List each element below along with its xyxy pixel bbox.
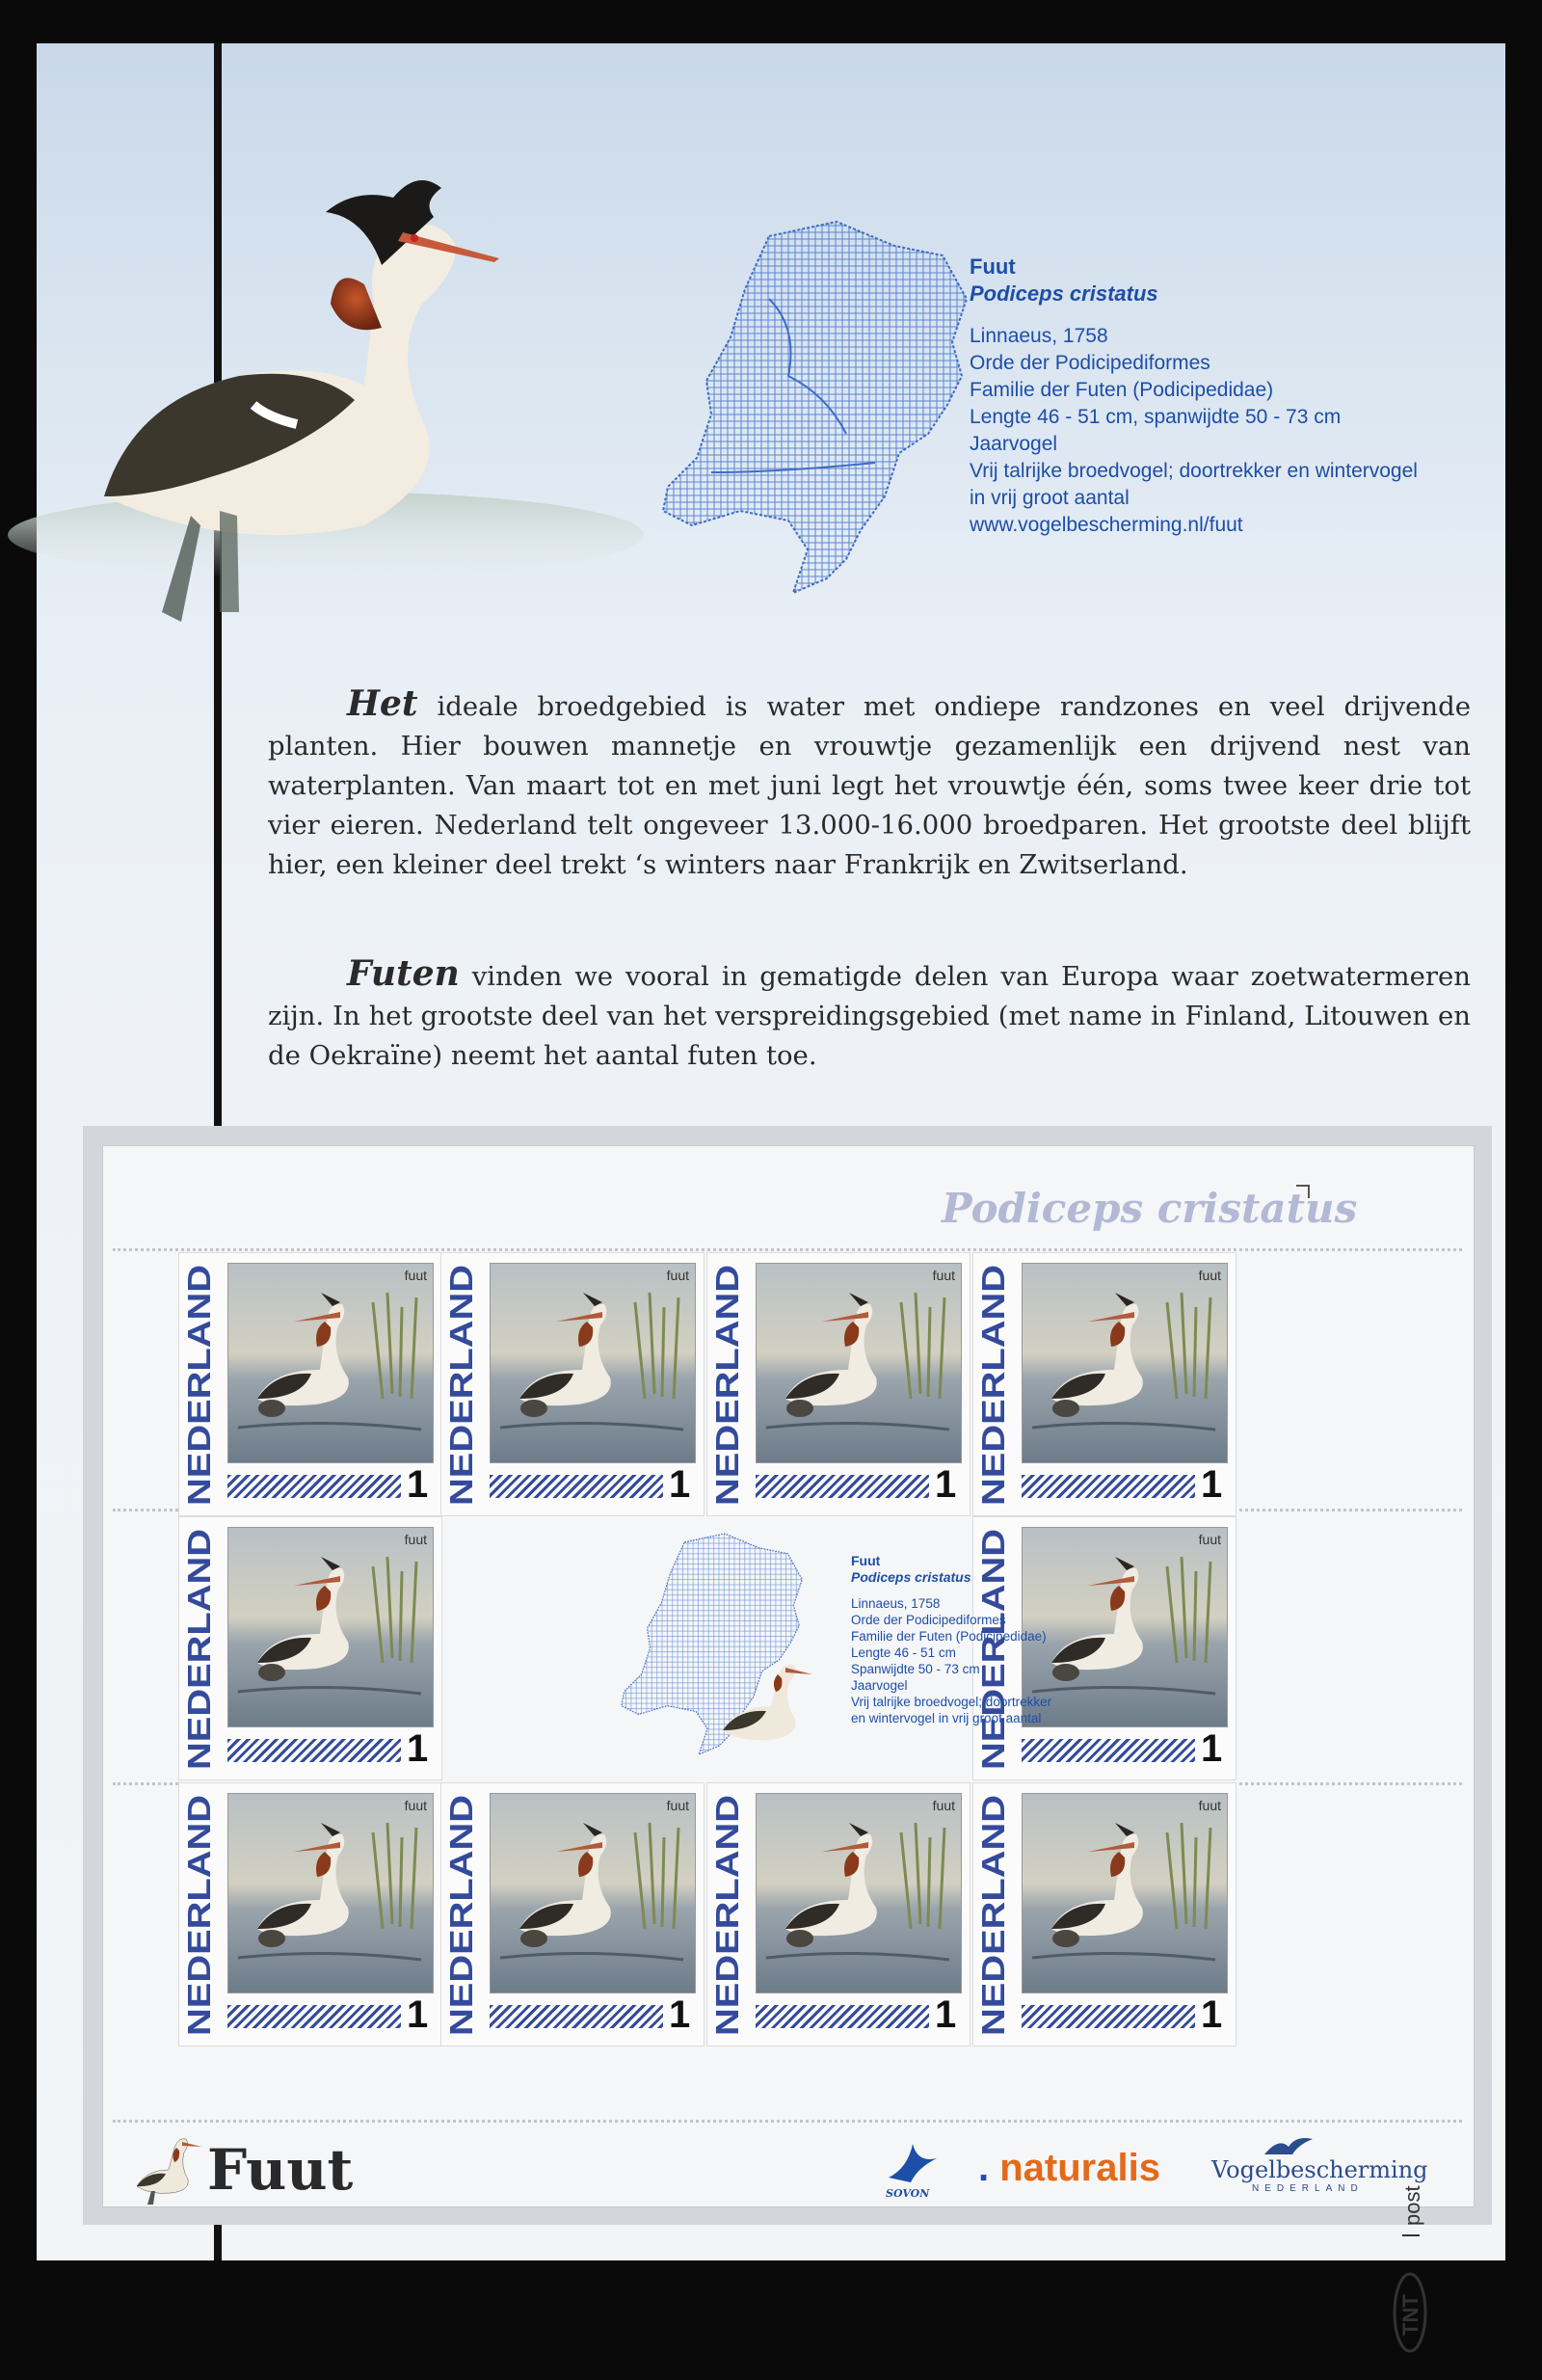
sheet-center-panel xyxy=(564,1518,1088,1780)
stamp-country xyxy=(441,1253,480,1515)
stamp-grebe-icon xyxy=(757,1264,961,1462)
stamp-grebe-picture xyxy=(227,1263,434,1463)
perforation-line xyxy=(113,2120,1462,2123)
stamp-grebe-icon xyxy=(491,1264,695,1462)
info-line: Orde der Podicipediformes xyxy=(970,352,1210,374)
stamp-hatch-bar xyxy=(490,1475,663,1498)
stamp-grebe-icon xyxy=(228,1794,433,1992)
paragraph-lead: Futen xyxy=(347,953,460,994)
stamp-hatch-bar xyxy=(227,2005,401,2028)
info-line: Linnaeus, 1758 xyxy=(970,325,1108,347)
stamp-sheet xyxy=(83,1126,1492,2336)
info-link[interactable]: www.vogelbescherming.nl/fuut xyxy=(970,514,1243,536)
naturalis-dot: . xyxy=(978,2147,990,2189)
stamp-label: fuut xyxy=(1198,1532,1221,1547)
naturalis-text: naturalis xyxy=(999,2147,1160,2189)
paragraph-text: vinden we vooral in gematigde delen van Europa waar zoetwatermeren zijn. In het grootste deel van het verspreidingsgebied (met name in Finland, Litouwen en de Oekraïne) neemt het aantal futen toe. xyxy=(268,961,1471,1071)
stamp-value: 1 xyxy=(407,1993,429,2036)
stamp-grebe-icon xyxy=(757,1794,961,1992)
stamp-grebe-icon xyxy=(1023,1794,1227,1992)
info-line: Familie der Futen (Podicipedidae) xyxy=(970,379,1274,401)
vogelbescherming-bird-icon xyxy=(1260,2133,1317,2158)
stamp-value: 1 xyxy=(935,1463,957,1506)
info-line: Jaarvogel xyxy=(970,433,1058,455)
stamp xyxy=(972,1782,1236,2046)
stamp-grebe-picture xyxy=(756,1263,962,1463)
sheet-footer xyxy=(103,2133,1474,2206)
center-info-line: Spanwijdte 50 - 73 cm xyxy=(851,1662,980,1676)
stamp xyxy=(178,1782,442,2046)
stamp-grebe-icon xyxy=(228,1528,433,1726)
stamp-country xyxy=(441,1783,480,2046)
stamp-value: 1 xyxy=(669,1463,691,1506)
sovon-logo: SOVON xyxy=(886,2187,930,2200)
stamp-grebe-picture xyxy=(756,1793,962,1993)
stamp-grebe-icon xyxy=(491,1794,695,1992)
stamp-country-text: NEDERLAND xyxy=(709,1835,745,2036)
stamp xyxy=(178,1516,442,1780)
stamp xyxy=(972,1252,1236,1516)
stamp-country-text: NEDERLAND xyxy=(181,1835,217,2036)
vogelbescherming-subtitle: NEDERLAND xyxy=(1252,2183,1364,2194)
stamp-label: fuut xyxy=(1198,1268,1221,1283)
stamp xyxy=(440,1252,705,1516)
stamp-grebe-picture xyxy=(227,1793,434,1993)
stamp-label: fuut xyxy=(666,1268,689,1283)
stamp-country-text: NEDERLAND xyxy=(181,1305,217,1506)
info-line: Lengte 46 - 51 cm, spanwijdte 50 - 73 cm xyxy=(970,406,1342,428)
stamp-value: 1 xyxy=(1201,1993,1223,2036)
stamp-country-text: NEDERLAND xyxy=(975,1835,1011,2036)
info-line: in vrij groot aantal xyxy=(970,487,1130,509)
grebe-illustration xyxy=(75,159,750,737)
stamp-country-text: NEDERLAND xyxy=(443,1305,479,1506)
center-common-name: Fuut xyxy=(851,1553,881,1568)
center-species-info xyxy=(851,1553,1082,1726)
stamp-value: 1 xyxy=(669,1993,691,2036)
stamp-value: 1 xyxy=(1201,1463,1223,1506)
album-page xyxy=(37,43,1505,2336)
center-info-line: Jaarvogel xyxy=(851,1678,908,1693)
stamp xyxy=(706,1252,970,1516)
stamp-grebe-picture xyxy=(490,1263,696,1463)
stamp-hatch-bar xyxy=(1022,2005,1195,2028)
center-info-line: Orde der Podicipediformes xyxy=(851,1613,1006,1627)
center-info-line: Vrij talrijke broedvogel; doortrekker xyxy=(851,1695,1052,1709)
stamp-label: fuut xyxy=(404,1798,427,1813)
species-info xyxy=(970,254,1490,539)
naturalis-logo xyxy=(978,2147,1160,2190)
species-scientific-name: Podiceps cristatus xyxy=(970,281,1158,306)
corner-mark xyxy=(1296,1185,1310,1198)
stamp-grebe-picture xyxy=(1022,1793,1228,1993)
stamp-country-text: NEDERLAND xyxy=(443,1835,479,2036)
stamp-label: fuut xyxy=(404,1268,427,1283)
stamp-hatch-bar xyxy=(1022,1475,1195,1498)
stamp-label: fuut xyxy=(932,1798,955,1813)
stamp-country xyxy=(707,1783,746,2046)
stamp-country xyxy=(179,1253,218,1515)
stamp-country xyxy=(973,1783,1012,2046)
stamp-country-text: NEDERLAND xyxy=(975,1569,1011,1770)
stamp-grebe-picture xyxy=(1022,1263,1228,1463)
species-common-name: Fuut xyxy=(970,254,1016,279)
stamp-country-text: NEDERLAND xyxy=(975,1305,1011,1506)
stamp-country xyxy=(179,1517,218,1779)
stamp-grebe-picture xyxy=(490,1793,696,1993)
stamp-grebe-icon xyxy=(228,1264,433,1462)
stamp-country xyxy=(179,1783,218,2046)
vogelbescherming-logo: Vogelbescherming xyxy=(1211,2156,1428,2183)
stamp-value: 1 xyxy=(935,1993,957,2036)
stamp-value: 1 xyxy=(1201,1727,1223,1770)
stamp-label: fuut xyxy=(1198,1798,1221,1813)
stamp-grebe-icon xyxy=(1023,1264,1227,1462)
stamp-country xyxy=(707,1253,746,1515)
paragraph-lead: Het xyxy=(347,683,418,724)
info-line: Vrij talrijke broedvogel; doortrekker en wintervogel xyxy=(970,460,1418,482)
paragraph-distribution xyxy=(268,954,1471,1076)
sheet-title: Podiceps cristatus xyxy=(942,1185,1358,1232)
tnt-brand: TNT xyxy=(1398,2294,1422,2336)
stamp-hatch-bar xyxy=(756,1475,929,1498)
stamp xyxy=(440,1782,705,2046)
stamp-hatch-bar xyxy=(490,2005,663,2028)
stamp-value: 1 xyxy=(407,1463,429,1506)
distribution-map xyxy=(653,212,981,617)
stamp-hatch-bar xyxy=(227,1475,401,1498)
stamp-sheet-inner xyxy=(102,1145,1475,2336)
stamp-value: 1 xyxy=(407,1727,429,1770)
sovon-bird-icon xyxy=(884,2139,942,2187)
stamp-country-text: NEDERLAND xyxy=(181,1569,217,1770)
stamp-label: fuut xyxy=(932,1268,955,1283)
footer-title: Fuut xyxy=(207,2137,354,2203)
center-scientific-name: Podiceps cristatus xyxy=(851,1569,971,1585)
center-info-line: Familie der Futen (Podicipedidae) xyxy=(851,1629,1047,1644)
stamp xyxy=(706,1782,970,2046)
tnt-post-word: post xyxy=(1400,2185,1424,2226)
stamp-hatch-bar xyxy=(756,2005,929,2028)
stamp-label: fuut xyxy=(404,1532,427,1547)
stamp xyxy=(178,1252,442,1516)
stamp-grebe-picture xyxy=(227,1527,434,1727)
center-info-line: en wintervogel in vrij groot aantal xyxy=(851,1711,1042,1725)
stamp-country-text: NEDERLAND xyxy=(709,1305,745,1506)
footer-grebe-icon xyxy=(132,2133,209,2206)
stamp-hatch-bar xyxy=(227,1739,401,1762)
stamp-country xyxy=(973,1253,1012,1515)
small-grebe-illustration xyxy=(718,1653,824,1759)
stamp-label: fuut xyxy=(666,1798,689,1813)
paragraph-breeding xyxy=(268,684,1471,885)
perforation-line xyxy=(113,1248,1462,1251)
center-info-line: Linnaeus, 1758 xyxy=(851,1596,941,1611)
center-info-line: Lengte 46 - 51 cm xyxy=(851,1645,956,1660)
paragraph-text: ideale broedgebied is water met ondiepe randzones en veel drijvende planten. Hier bouwen mannetje en vrouwtje gezamenlijk een drijvend nest van waterplanten. Van maart tot en met juni legt het vrouwtje één, soms twee keer drie tot vier eieren. Nederland telt ongeveer 13.000-16.000 broedparen. Het grootste deel blijft hier, een kleiner deel trekt ‘s winters naar Frankrijk en Zwitserland. xyxy=(268,691,1471,880)
